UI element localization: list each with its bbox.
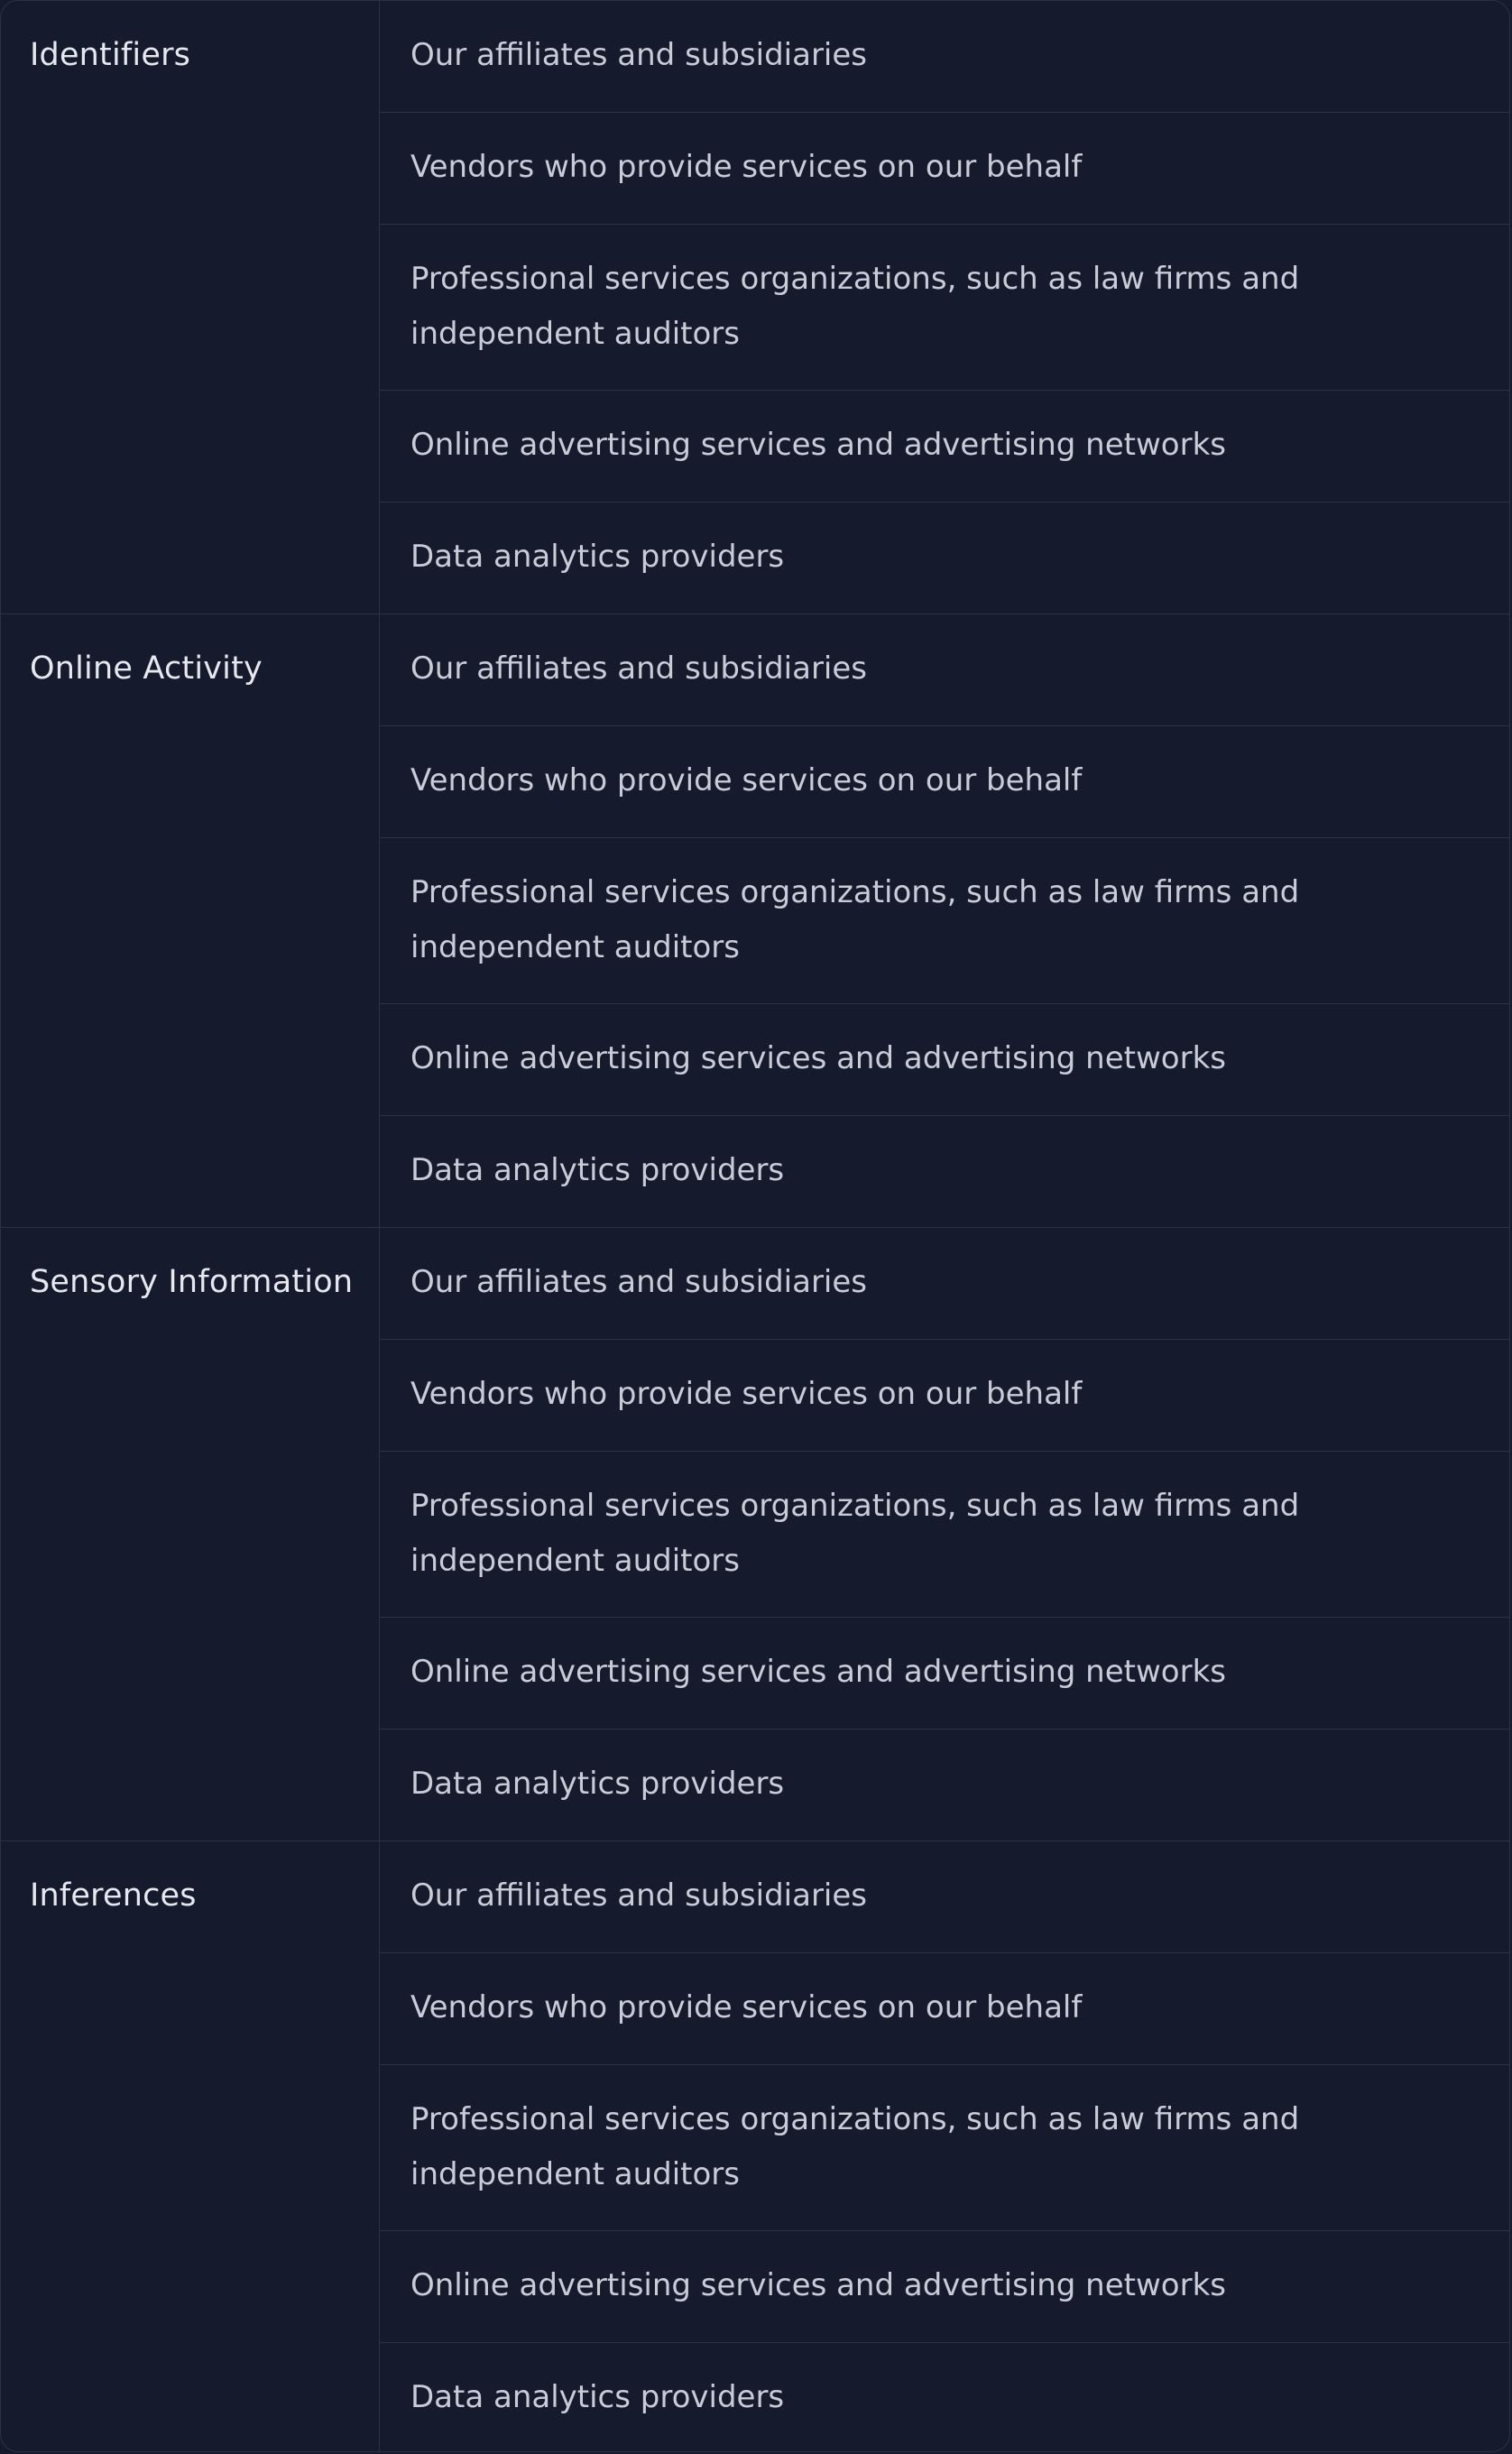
table-row (380, 2065, 1510, 2231)
table-row (380, 113, 1510, 225)
table-row (380, 1618, 1510, 1730)
recipient-text: Data analytics providers (410, 2379, 785, 2415)
recipient-text: Online advertising services and advertising networks (410, 1040, 1226, 1076)
recipient-text: Vendors who provide services on our behalf (410, 1376, 1083, 1412)
category-cell (1, 614, 380, 1228)
recipient-text: Professional services organizations, such as law firms and independent auditors (410, 1488, 1300, 1579)
table-row (380, 614, 1510, 726)
recipient-text: Our affiliates and subsidiaries (410, 650, 867, 687)
category-label: Inferences (30, 1877, 197, 1914)
recipient-text: Professional services organizations, such as law firms and independent auditors (410, 261, 1300, 352)
table-row (380, 2343, 1510, 2452)
category-label: Identifiers (30, 37, 191, 73)
recipient-text: Our affiliates and subsidiaries (410, 1264, 867, 1300)
table-row (380, 726, 1510, 838)
table-row (380, 2231, 1510, 2343)
table-row (380, 1340, 1510, 1452)
recipient-text: Vendors who provide services on our behalf (410, 149, 1083, 185)
table-row (380, 503, 1510, 614)
table-row (380, 1116, 1510, 1228)
recipient-text: Professional services organizations, such as law firms and independent auditors (410, 2101, 1300, 2192)
recipient-text: Professional services organizations, such as law firms and independent auditors (410, 874, 1300, 965)
recipient-text: Vendors who provide services on our behalf (410, 1989, 1083, 2025)
table-row (380, 1, 1510, 113)
table-group-online-activity (1, 614, 1510, 1228)
category-cell (1, 1228, 380, 1841)
table-row (380, 1004, 1510, 1116)
recipient-text: Online advertising services and advertising networks (410, 1654, 1226, 1690)
table-row (380, 1841, 1510, 1953)
recipient-text: Data analytics providers (410, 1152, 785, 1188)
recipient-text: Our affiliates and subsidiaries (410, 37, 867, 73)
table-group-identifiers (1, 1, 1510, 614)
table-row (380, 1452, 1510, 1618)
table-row (380, 1953, 1510, 2065)
recipients-list (380, 1841, 1510, 2452)
recipients-list (380, 1228, 1510, 1841)
table-row (380, 225, 1510, 391)
table-row (380, 391, 1510, 503)
table-row (380, 838, 1510, 1004)
recipient-text: Data analytics providers (410, 1766, 785, 1802)
category-label: Sensory Information (30, 1264, 354, 1300)
recipient-text: Vendors who provide services on our behalf (410, 762, 1083, 798)
recipients-list (380, 614, 1510, 1228)
table-group-inferences (1, 1841, 1510, 2452)
recipient-text: Online advertising services and advertising networks (410, 427, 1226, 463)
recipient-text: Online advertising services and advertising networks (410, 2267, 1226, 2303)
category-cell (1, 1841, 380, 2452)
category-label: Online Activity (30, 650, 263, 687)
table-row (380, 1228, 1510, 1340)
category-cell (1, 1, 380, 614)
table-row (380, 1730, 1510, 1841)
table-group-sensory-information (1, 1228, 1510, 1841)
recipient-text: Data analytics providers (410, 539, 785, 575)
recipients-list (380, 1, 1510, 614)
recipient-text: Our affiliates and subsidiaries (410, 1877, 867, 1914)
